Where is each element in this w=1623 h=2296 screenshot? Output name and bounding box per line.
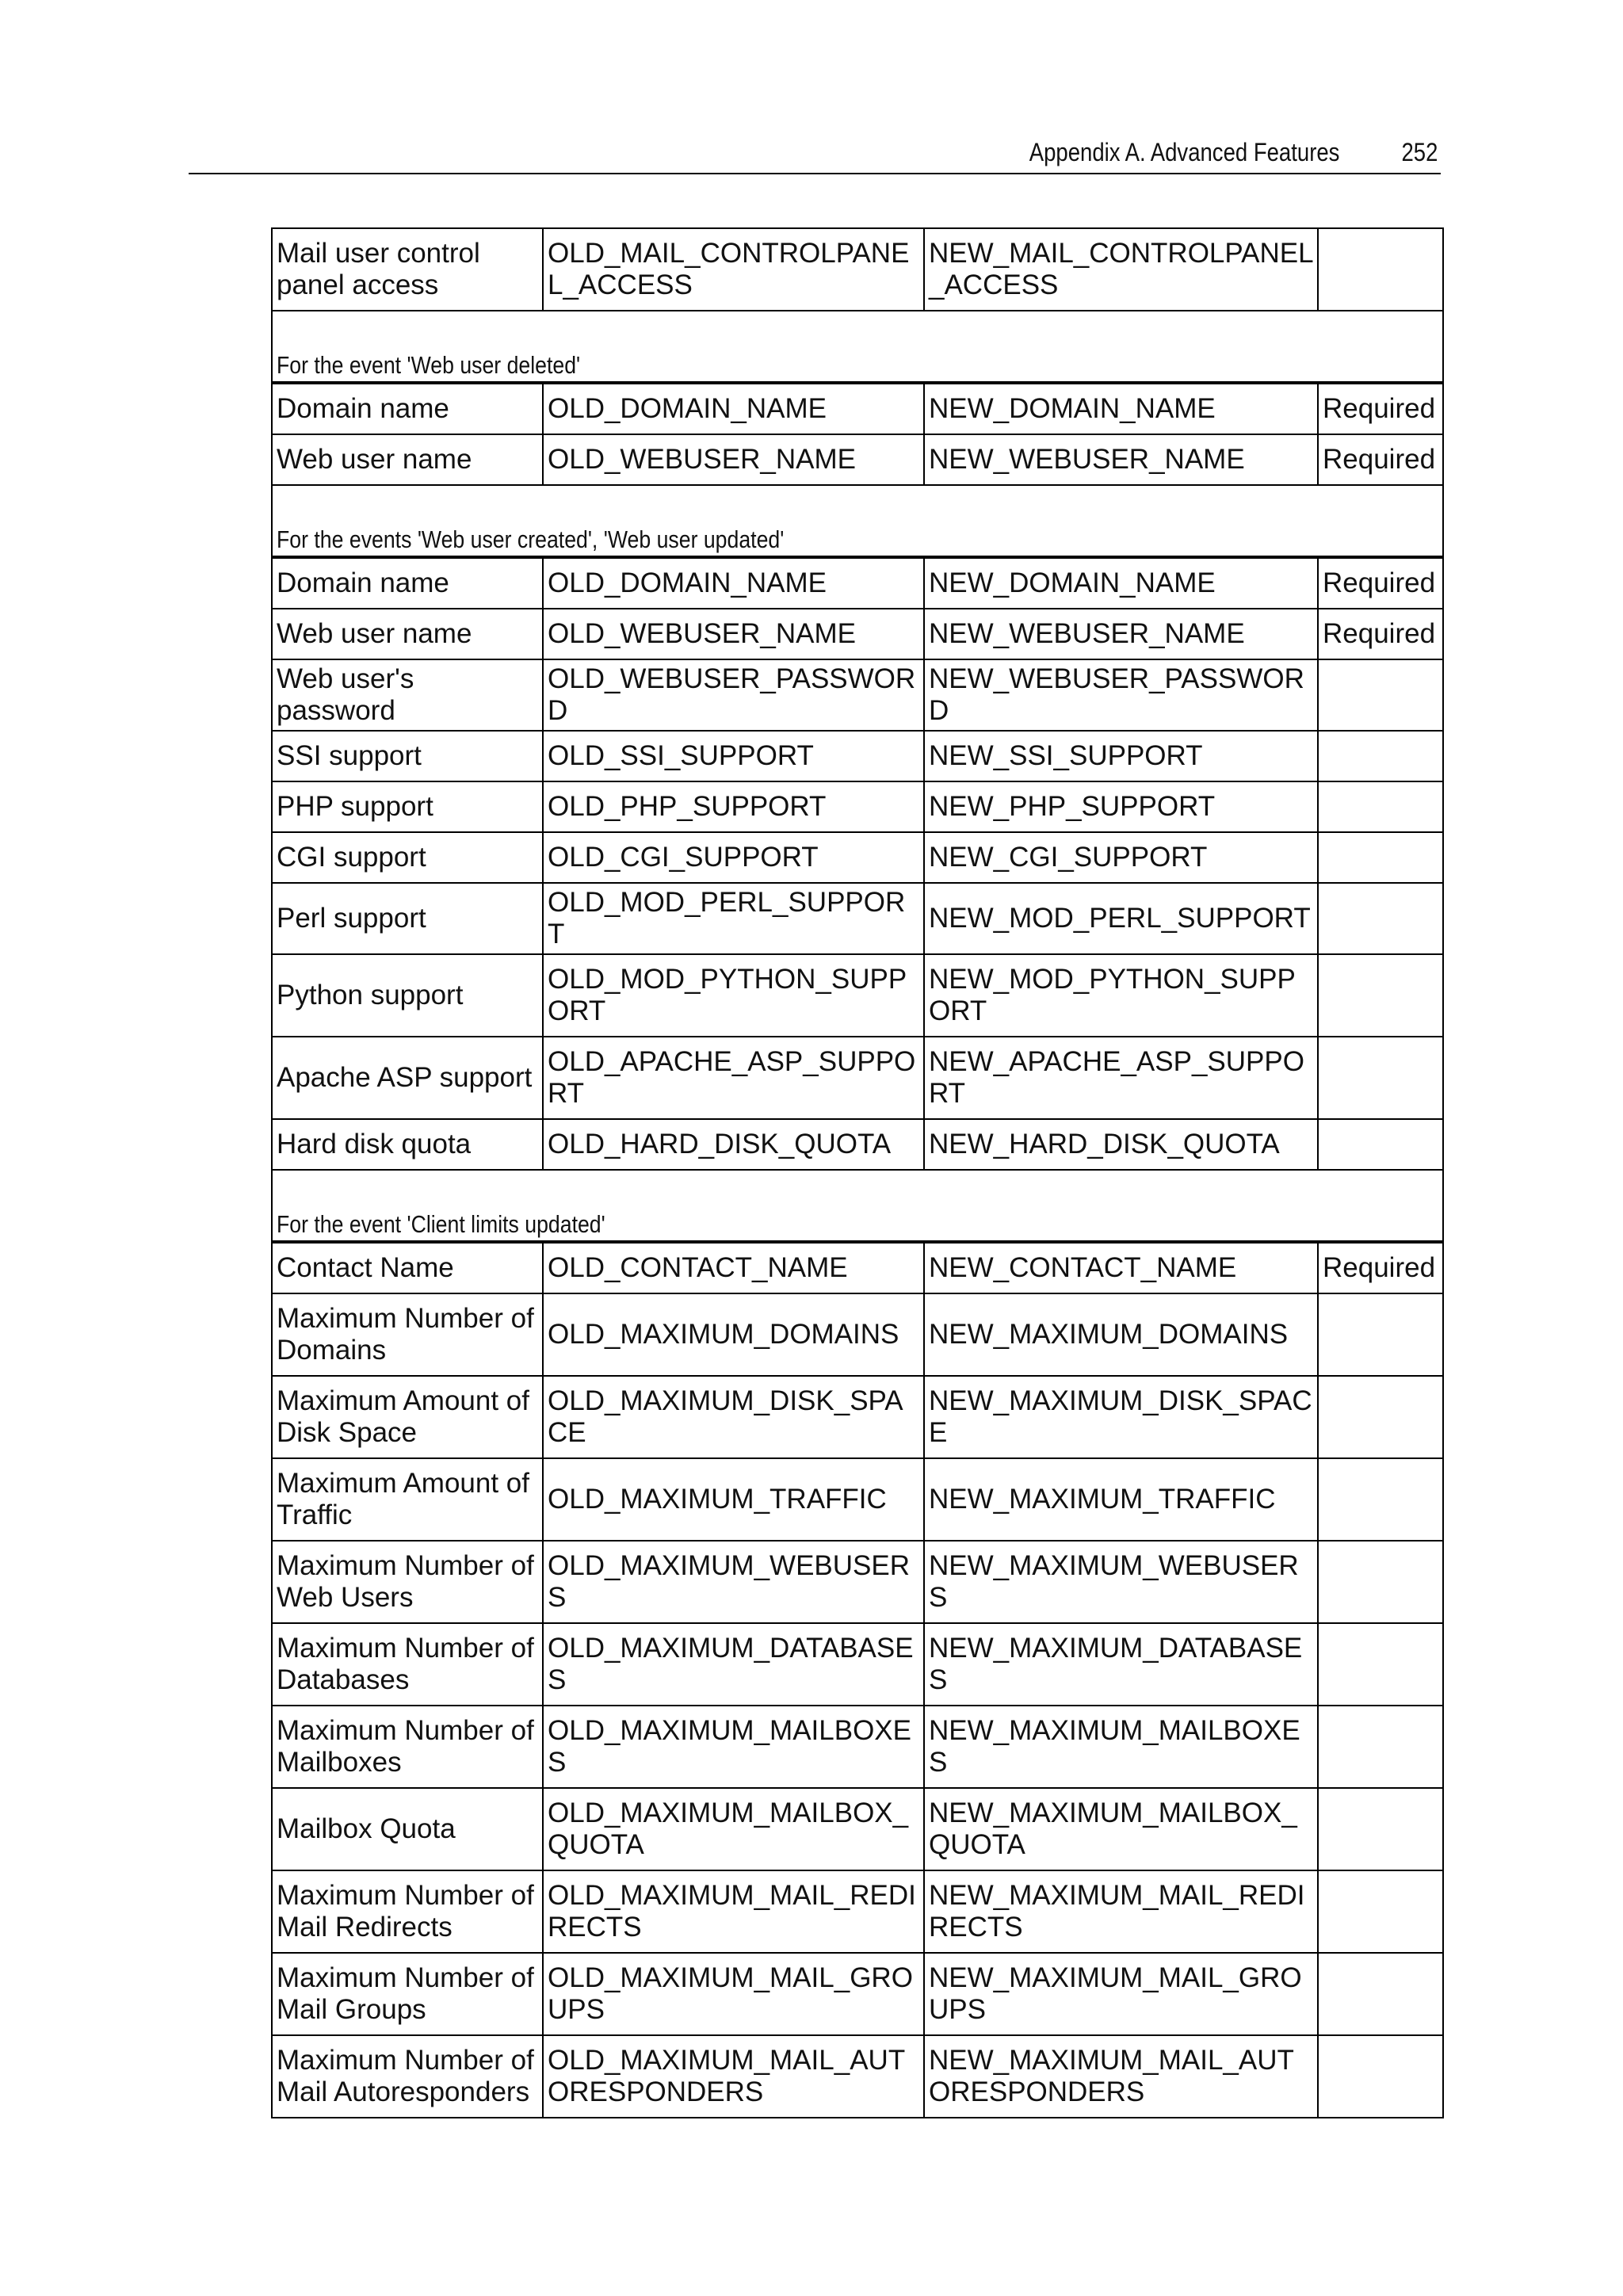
parameter-label-cell: Web user's password [272,659,543,731]
new-variable-cell: NEW_MAIL_CONTROLPANEL_ACCESS [924,228,1318,311]
table-row [272,659,1443,731]
old-variable-cell: OLD_MAXIMUM_MAIL_REDIRECTS [543,1870,924,1953]
section-heading-row [272,1170,1443,1242]
old-variable-cell: OLD_APACHE_ASP_SUPPORT [543,1037,924,1119]
parameter-label-cell: Maximum Number of Mailboxes [272,1706,543,1788]
required-cell: Required [1318,557,1443,609]
table-row [272,383,1443,434]
old-variable-cell: OLD_SSI_SUPPORT [543,731,924,781]
table-row [272,1788,1443,1870]
new-variable-cell: NEW_DOMAIN_NAME [924,557,1318,609]
new-variable-cell: NEW_MAXIMUM_MAILBOX_QUOTA [924,1788,1318,1870]
table-row [272,1870,1443,1953]
parameter-label-cell: Maximum Number of Mail Autoresponders [272,2035,543,2118]
required-cell [1318,2035,1443,2118]
new-variable-cell: NEW_MOD_PERL_SUPPORT [924,883,1318,954]
required-cell: Required [1318,609,1443,659]
parameter-label-cell: Mail user control panel access [272,228,543,311]
section-heading: For the event 'Web user deleted' [277,351,581,379]
old-variable-cell: OLD_HARD_DISK_QUOTA [543,1119,924,1170]
table-row [272,731,1443,781]
parameter-label-cell: Domain name [272,557,543,609]
table-row [272,1293,1443,1376]
section-heading: For the events 'Web user created', 'Web user updated' [277,525,785,553]
event-parameters-table [271,227,1444,2118]
required-cell [1318,1870,1443,1953]
table-row [272,781,1443,832]
new-variable-cell: NEW_SSI_SUPPORT [924,731,1318,781]
table-row [272,832,1443,883]
table-row [272,557,1443,609]
new-variable-cell: NEW_MAXIMUM_MAIL_AUTORESPONDERS [924,2035,1318,2118]
old-variable-cell: OLD_MAXIMUM_TRAFFIC [543,1458,924,1541]
new-variable-cell: NEW_MOD_PYTHON_SUPPORT [924,954,1318,1037]
old-variable-cell: OLD_MOD_PYTHON_SUPPORT [543,954,924,1037]
section-heading-cell [272,311,1443,383]
required-cell: Required [1318,434,1443,485]
table-row [272,609,1443,659]
new-variable-cell: NEW_PHP_SUPPORT [924,781,1318,832]
parameter-label-cell: Perl support [272,883,543,954]
new-variable-cell: NEW_WEBUSER_PASSWORD [924,659,1318,731]
new-variable-cell: NEW_MAXIMUM_MAIL_REDIRECTS [924,1870,1318,1953]
new-variable-cell: NEW_MAXIMUM_DATABASES [924,1623,1318,1706]
table-row [272,228,1443,311]
parameter-label-cell: CGI support [272,832,543,883]
page-header [189,135,1441,174]
required-cell [1318,1293,1443,1376]
old-variable-cell: OLD_MAXIMUM_DATABASES [543,1623,924,1706]
new-variable-cell: NEW_CGI_SUPPORT [924,832,1318,883]
old-variable-cell: OLD_WEBUSER_NAME [543,434,924,485]
table-row [272,1541,1443,1623]
parameter-label-cell: Maximum Number of Web Users [272,1541,543,1623]
required-cell [1318,1788,1443,1870]
old-variable-cell: OLD_MAXIMUM_MAIL_AUTORESPONDERS [543,2035,924,2118]
section-heading-cell [272,485,1443,557]
new-variable-cell: NEW_MAXIMUM_DOMAINS [924,1293,1318,1376]
new-variable-cell: NEW_WEBUSER_NAME [924,434,1318,485]
required-cell [1318,1541,1443,1623]
required-cell [1318,1458,1443,1541]
old-variable-cell: OLD_DOMAIN_NAME [543,383,924,434]
required-cell [1318,832,1443,883]
required-cell [1318,1953,1443,2035]
table-body [272,228,1443,2118]
parameter-label-cell: Maximum Amount of Traffic [272,1458,543,1541]
old-variable-cell: OLD_WEBUSER_PASSWORD [543,659,924,731]
new-variable-cell: NEW_MAXIMUM_WEBUSERS [924,1541,1318,1623]
parameter-label-cell: Hard disk quota [272,1119,543,1170]
new-variable-cell: NEW_MAXIMUM_MAIL_GROUPS [924,1953,1318,2035]
table-row [272,1376,1443,1458]
section-heading-cell [272,1170,1443,1242]
parameter-label-cell: Maximum Number of Mail Redirects [272,1870,543,1953]
required-cell: Required [1318,383,1443,434]
parameter-label-cell: SSI support [272,731,543,781]
required-cell [1318,781,1443,832]
required-cell [1318,1376,1443,1458]
required-cell [1318,659,1443,731]
parameter-label-cell: Web user name [272,434,543,485]
new-variable-cell: NEW_DOMAIN_NAME [924,383,1318,434]
old-variable-cell: OLD_MAXIMUM_DISK_SPACE [543,1376,924,1458]
section-title: Appendix A. Advanced Features [1029,138,1339,166]
table-row [272,1953,1443,2035]
old-variable-cell: OLD_MAIL_CONTROLPANEL_ACCESS [543,228,924,311]
required-cell [1318,1037,1443,1119]
table-row [272,434,1443,485]
table-row [272,1623,1443,1706]
required-cell [1318,954,1443,1037]
parameter-label-cell: Maximum Number of Domains [272,1293,543,1376]
section-heading-row [272,485,1443,557]
table-row [272,1458,1443,1541]
old-variable-cell: OLD_MAXIMUM_MAILBOXES [543,1706,924,1788]
new-variable-cell: NEW_CONTACT_NAME [924,1242,1318,1293]
table-row [272,2035,1443,2118]
parameter-label-cell: Maximum Number of Databases [272,1623,543,1706]
old-variable-cell: OLD_MOD_PERL_SUPPORT [543,883,924,954]
required-cell [1318,228,1443,311]
table-row [272,1119,1443,1170]
parameter-label-cell: Mailbox Quota [272,1788,543,1870]
old-variable-cell: OLD_PHP_SUPPORT [543,781,924,832]
old-variable-cell: OLD_CGI_SUPPORT [543,832,924,883]
old-variable-cell: OLD_MAXIMUM_MAIL_GROUPS [543,1953,924,2035]
old-variable-cell: OLD_WEBUSER_NAME [543,609,924,659]
parameter-label-cell: Contact Name [272,1242,543,1293]
required-cell [1318,1119,1443,1170]
old-variable-cell: OLD_MAXIMUM_MAILBOX_QUOTA [543,1788,924,1870]
required-cell [1318,1623,1443,1706]
parameter-label-cell: Maximum Number of Mail Groups [272,1953,543,2035]
table-row [272,883,1443,954]
parameter-label-cell: Apache ASP support [272,1037,543,1119]
required-cell [1318,731,1443,781]
table-row [272,1037,1443,1119]
required-cell: Required [1318,1242,1443,1293]
new-variable-cell: NEW_APACHE_ASP_SUPPORT [924,1037,1318,1119]
parameter-label-cell: Maximum Amount of Disk Space [272,1376,543,1458]
parameter-label-cell: Domain name [272,383,543,434]
new-variable-cell: NEW_WEBUSER_NAME [924,609,1318,659]
table-row [272,1706,1443,1788]
table-row [272,954,1443,1037]
old-variable-cell: OLD_DOMAIN_NAME [543,557,924,609]
new-variable-cell: NEW_MAXIMUM_DISK_SPACE [924,1376,1318,1458]
parameter-label-cell: PHP support [272,781,543,832]
old-variable-cell: OLD_MAXIMUM_DOMAINS [543,1293,924,1376]
section-heading-row [272,311,1443,383]
new-variable-cell: NEW_MAXIMUM_MAILBOXES [924,1706,1318,1788]
old-variable-cell: OLD_CONTACT_NAME [543,1242,924,1293]
new-variable-cell: NEW_MAXIMUM_TRAFFIC [924,1458,1318,1541]
parameter-label-cell: Python support [272,954,543,1037]
parameter-label-cell: Web user name [272,609,543,659]
section-heading: For the event 'Client limits updated' [277,1210,605,1238]
required-cell [1318,883,1443,954]
table-row [272,1242,1443,1293]
new-variable-cell: NEW_HARD_DISK_QUOTA [924,1119,1318,1170]
required-cell [1318,1706,1443,1788]
page-number: 252 [1401,138,1438,166]
old-variable-cell: OLD_MAXIMUM_WEBUSERS [543,1541,924,1623]
